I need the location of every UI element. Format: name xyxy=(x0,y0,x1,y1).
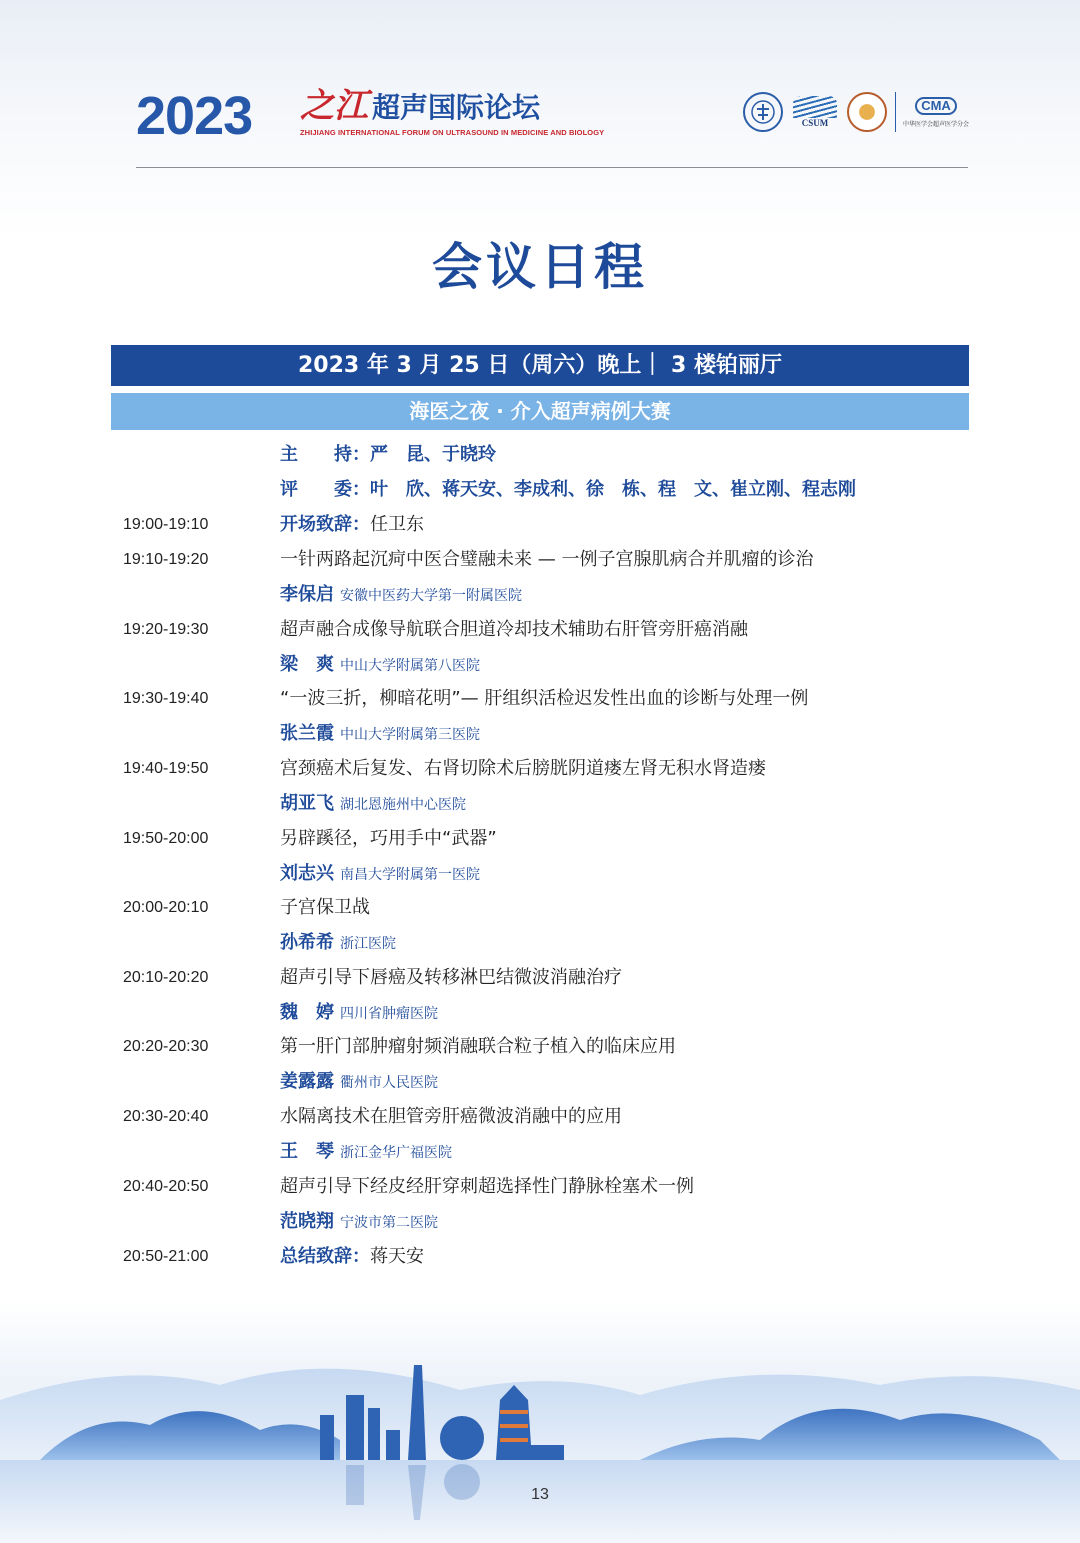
csum-logo-icon xyxy=(791,92,839,132)
page-title: 会议日程 xyxy=(432,238,648,296)
speaker-name: 王 琴 xyxy=(280,1141,334,1162)
forum-year: 2023 xyxy=(136,86,253,146)
talk-topic: 子宫保卫战 xyxy=(280,897,370,918)
schedule-row xyxy=(0,824,1080,854)
skyline-illustration xyxy=(0,1290,1080,1543)
time-slot: 20:30-20:40 xyxy=(123,1108,209,1125)
hospital-emblem-icon xyxy=(847,92,887,132)
speaker-row xyxy=(0,928,1080,958)
time-slot: 20:10-20:20 xyxy=(123,969,209,986)
talk-topic: 一针两路起沉疴中医合璧融未来 — 一例子宫腺肌病合并肌瘤的诊治 xyxy=(280,549,814,570)
time-slot: 20:00-20:10 xyxy=(123,899,209,916)
forum-name-english: ZHIJIANG INTERNATIONAL FORUM ON ULTRASOUND IN MEDICINE AND BIOLOGY xyxy=(300,128,605,137)
speaker-name: 张兰霞 xyxy=(280,723,334,744)
judges-names: 叶 欣、蒋天安、李成利、徐 栋、程 文、崔立刚、程志刚 xyxy=(370,479,856,500)
speaker-hospital: 中山大学附属第八医院 xyxy=(340,658,480,674)
opening-speaker: 任卫东 xyxy=(370,514,424,535)
speaker-name: 魏 婷 xyxy=(280,1002,334,1023)
talk-topic: 另辟蹊径，巧用手中“武器” xyxy=(280,828,497,849)
session-banner: 海医之夜 · 介入超声病例大赛 xyxy=(111,393,969,430)
speaker-hospital: 湖北恩施州中心医院 xyxy=(340,797,466,813)
opening-label: 开场致辞： xyxy=(280,514,370,535)
schedule-row xyxy=(0,754,1080,784)
speaker-name: 胡亚飞 xyxy=(280,793,334,814)
speaker-hospital: 南昌大学附属第一医院 xyxy=(340,867,480,883)
talk-topic: 第一肝门部肿瘤射频消融联合粒子植入的临床应用 xyxy=(280,1036,676,1057)
closing-speaker: 蒋天安 xyxy=(370,1246,424,1267)
speaker-name: 范晓翔 xyxy=(280,1211,334,1232)
speaker-hospital: 浙江医院 xyxy=(340,936,396,952)
time-slot: 20:40-20:50 xyxy=(123,1178,209,1195)
talk-topic: 超声引导下唇癌及转移淋巴结微波消融治疗 xyxy=(280,967,622,988)
hosts-row xyxy=(0,440,1080,470)
speaker-row xyxy=(0,1067,1080,1097)
speaker-row xyxy=(0,1137,1080,1167)
schedule-row xyxy=(0,684,1080,714)
talk-topic: 超声融合成像导航联合胆道冷却技术辅助右肝管旁肝癌消融 xyxy=(280,619,748,640)
hosts-names: 严 昆、于晓玲 xyxy=(370,444,496,465)
time-slot: 20:50-21:00 xyxy=(123,1248,209,1265)
talk-topic: 宫颈癌术后复发、右肾切除术后膀胱阴道瘘左肾无积水肾造瘘 xyxy=(280,758,766,779)
talk-topic: 水隔离技术在胆管旁肝癌微波消融中的应用 xyxy=(280,1106,622,1127)
speaker-hospital: 四川省肿瘤医院 xyxy=(340,1006,438,1022)
forum-name xyxy=(300,88,604,126)
schedule-row xyxy=(0,1102,1080,1132)
schedule-row xyxy=(0,1032,1080,1062)
speaker-name: 姜露露 xyxy=(280,1071,334,1092)
speaker-row xyxy=(0,998,1080,1028)
logo-divider xyxy=(895,92,896,132)
talk-topic: “一波三折，柳暗花明”— 肝组织活检迟发性出血的诊断与处理一例 xyxy=(280,688,809,709)
schedule-row xyxy=(0,893,1080,923)
schedule-row xyxy=(0,963,1080,993)
time-slot: 20:20-20:30 xyxy=(123,1038,209,1055)
date-banner: 2023 年 3 月 25 日（周六）晚上｜ 3 楼铂丽厅 xyxy=(111,345,969,386)
time-slot: 19:30-19:40 xyxy=(123,690,209,707)
society-seal-icon xyxy=(743,92,783,132)
speaker-hospital: 安徽中医药大学第一附属医院 xyxy=(340,588,522,604)
talk-topic: 超声引导下经皮经肝穿刺超选择性门静脉栓塞术一例 xyxy=(280,1176,694,1197)
speaker-row xyxy=(0,650,1080,680)
speaker-name: 梁 爽 xyxy=(280,654,334,675)
time-slot: 19:00-19:10 xyxy=(123,516,209,533)
forum-name-text: 超声国际论坛 xyxy=(372,91,541,124)
closing-label: 总结致辞： xyxy=(280,1246,370,1267)
forum-brand xyxy=(300,88,604,137)
time-slot: 19:10-19:20 xyxy=(123,551,209,568)
speaker-hospital: 宁波市第二医院 xyxy=(340,1215,438,1231)
cma-mark: CMA xyxy=(915,97,957,115)
judges-label: 评 委： xyxy=(280,479,370,500)
csum-label: CSUM xyxy=(801,118,829,128)
time-slot: 19:40-19:50 xyxy=(123,760,209,777)
time-slot: 19:20-19:30 xyxy=(123,621,209,638)
page-number: 13 xyxy=(531,1486,549,1503)
hosts-label: 主 持： xyxy=(280,444,370,465)
speaker-row xyxy=(0,1207,1080,1237)
speaker-row xyxy=(0,719,1080,749)
cma-logo-icon xyxy=(904,92,968,132)
speaker-name: 李保启 xyxy=(280,584,334,605)
forum-header xyxy=(136,84,968,144)
time-slot: 19:50-20:00 xyxy=(123,830,209,847)
speaker-hospital: 中山大学附属第三医院 xyxy=(340,727,480,743)
schedule-row xyxy=(0,615,1080,645)
cma-text: 中华医学会超声医学分会 xyxy=(903,120,970,128)
speaker-row xyxy=(0,789,1080,819)
speaker-hospital: 衢州市人民医院 xyxy=(340,1075,438,1091)
schedule-row xyxy=(0,1242,1080,1272)
speaker-name: 刘志兴 xyxy=(280,863,334,884)
speaker-row xyxy=(0,580,1080,610)
speaker-name: 孙希希 xyxy=(280,932,334,953)
speaker-hospital: 浙江金华广福医院 xyxy=(340,1145,452,1161)
schedule-row xyxy=(0,1172,1080,1202)
sponsor-logos xyxy=(743,92,968,132)
forum-name-script: 之江 xyxy=(300,86,368,126)
schedule-row xyxy=(0,545,1080,575)
header-divider xyxy=(136,167,968,168)
speaker-row xyxy=(0,859,1080,889)
schedule-row xyxy=(0,510,1080,540)
judges-row xyxy=(0,475,1080,505)
